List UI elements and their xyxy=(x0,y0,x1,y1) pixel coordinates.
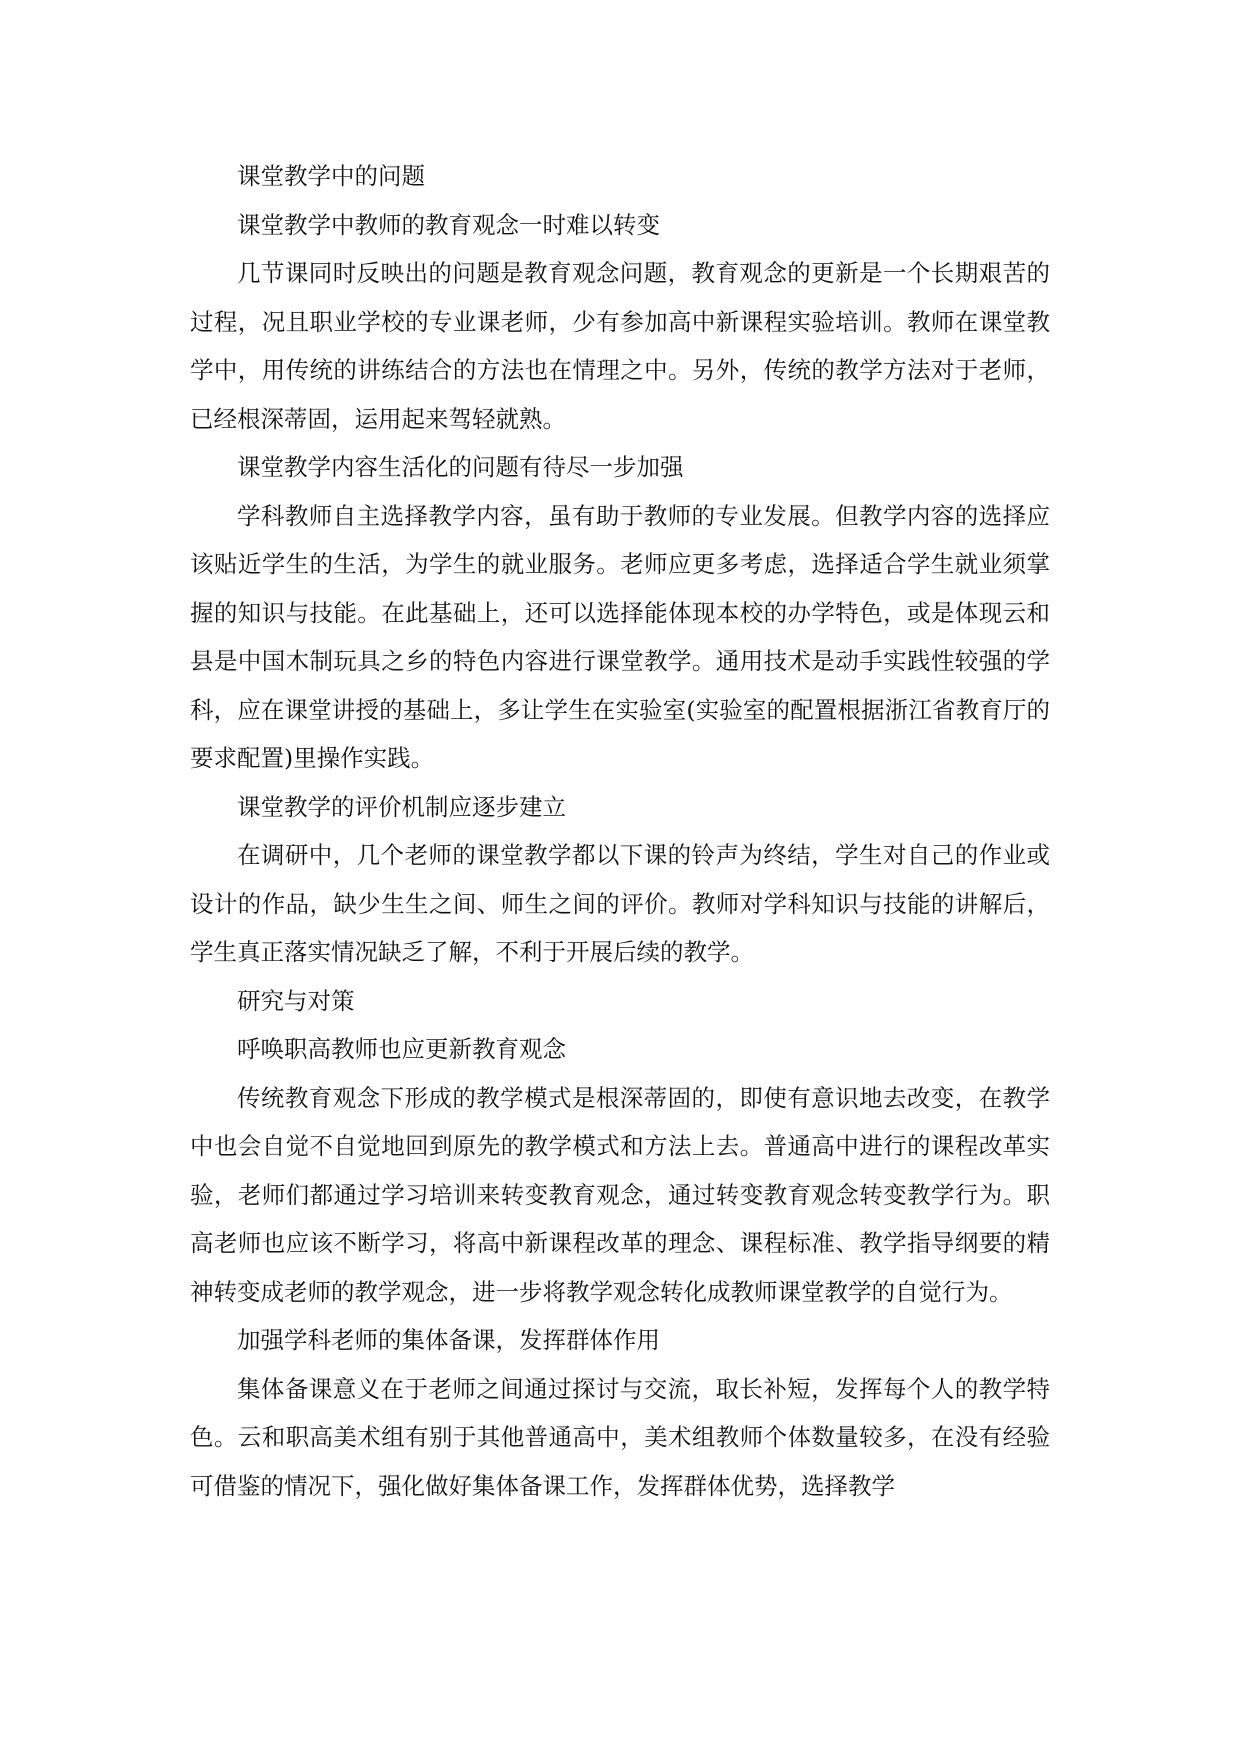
subsection-heading: 加强学科老师的集体备课，发挥群体作用 xyxy=(237,1326,660,1354)
body-paragraph: 集体备课意义在于老师之间通过探讨与交流，取长补短，发挥每个人的教学特色。云和职高美术组有别于其他普通高中，美术组教师个体数量较多，在没有经验可借鉴的情况下，强化做好集体备课工作，发挥群体优势，选择教学 xyxy=(190,1374,1050,1500)
document-body xyxy=(190,152,1050,1510)
body-paragraph: 学科教师自主选择教学内容，虽有助于教师的专业发展。但教学内容的选择应该贴近学生的生活，为学生的就业服务。老师应更多考虑，选择适合学生就业须掌握的知识与技能。在此基础上，还可以选择能体现本校的办学特色，或是体现云和县是中国木制玩具之乡的特色内容进行课堂教学。通用技术是动手实践性较强的学科，应在课堂讲授的基础上，多让学生在实验室(实验室的配置根据浙江省教育厅的要求配置)里操作实践。 xyxy=(190,501,1050,772)
subsection-heading: 呼唤职高教师也应更新教育观念 xyxy=(237,1035,566,1063)
body-paragraph: 传统教育观念下形成的教学模式是根深蒂固的，即使有意识地去改变，在教学中也会自觉不自觉地回到原先的教学模式和方法上去。普通高中进行的课程改革实验，老师们都通过学习培训来转变教育观念，通过转变教育观念转变教学行为。职高老师也应该不断学习，将高中新课程改革的理念、课程标准、教学指导纲要的精神转变成老师的教学观念，进一步将教学观念转化成教师课堂教学的自觉行为。 xyxy=(190,1083,1050,1306)
subsection-heading: 课堂教学中教师的教育观念一时难以转变 xyxy=(237,210,660,239)
section-heading: 研究与对策 xyxy=(237,986,355,1015)
body-paragraph: 在调研中，几个老师的课堂教学都以下课的铃声为终结，学生对自己的作业或设计的作品，缺少生生之间、师生之间的评价。教师对学科知识与技能的讲解后，学生真正落实情况缺乏了解，不利于开展后续的教学。 xyxy=(190,841,1050,966)
body-paragraph: 几节课同时反映出的问题是教育观念问题，教育观念的更新是一个长期艰苦的过程，况且职业学校的专业课老师，少有参加高中新课程实验培训。教师在课堂教学中，用传统的讲练结合的方法也在情理之中。另外，传统的教学方法对于老师，已经根深蒂固，运用起来驾轻就熟。 xyxy=(190,259,1050,433)
section-heading: 课堂教学中的问题 xyxy=(237,162,425,190)
subsection-heading: 课堂教学的评价机制应逐步建立 xyxy=(237,792,566,821)
subsection-heading: 课堂教学内容生活化的问题有待尽一步加强 xyxy=(237,453,684,481)
